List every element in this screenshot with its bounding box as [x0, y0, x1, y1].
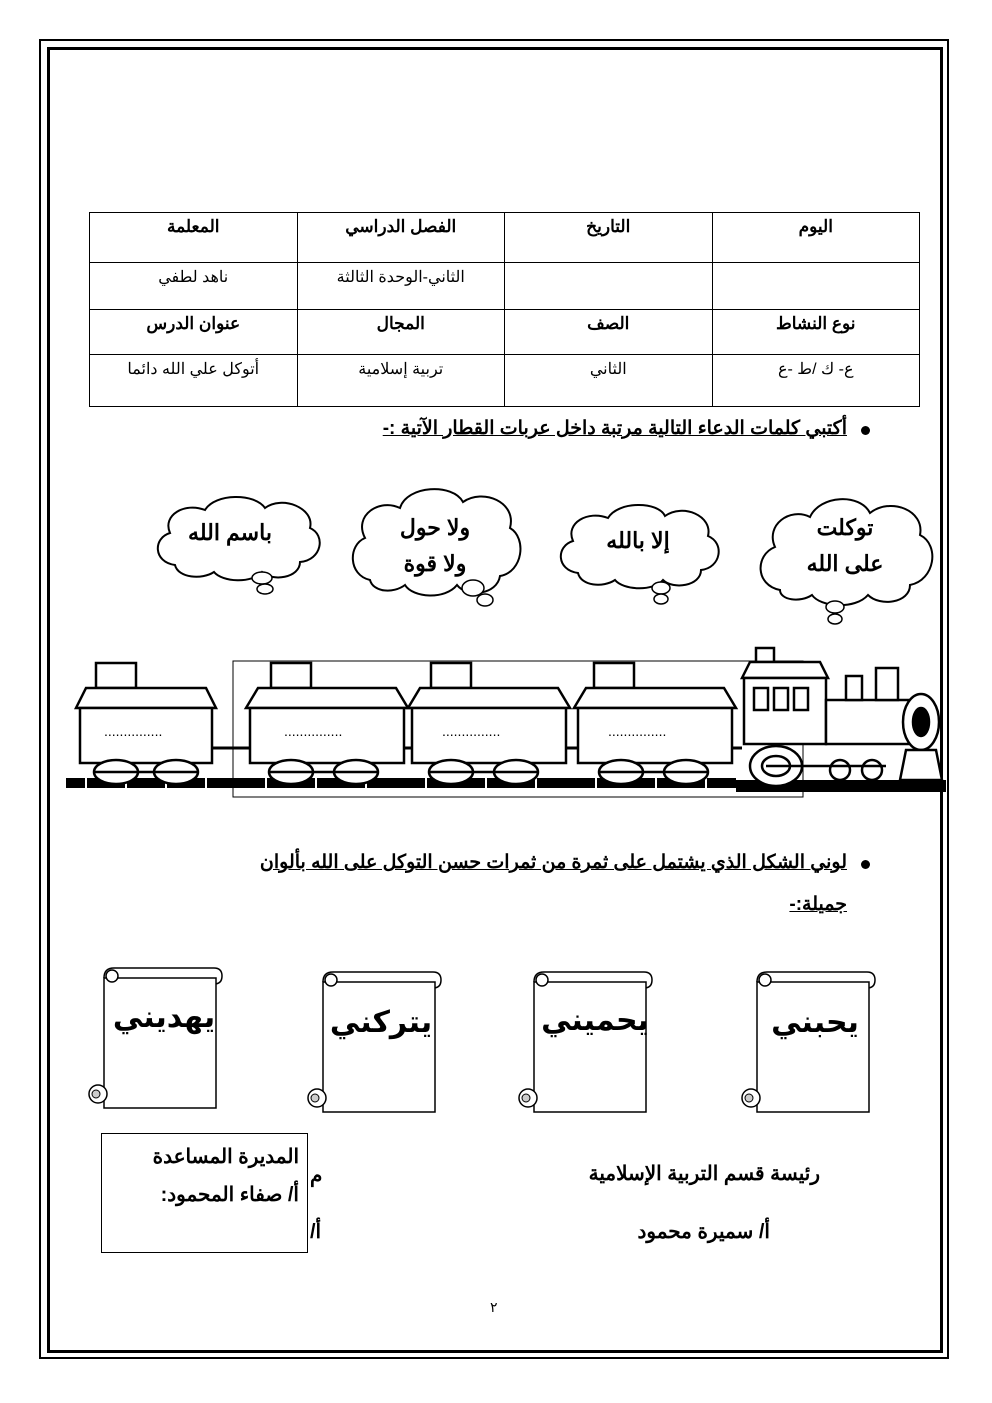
wagon-1-blank[interactable]: ...............	[104, 723, 163, 739]
header-grade: الصف	[505, 310, 713, 355]
instruction-1: أكتبي كلمات الدعاء التالية مرتبة داخل عربات القطار الآتية :-	[382, 418, 847, 439]
value-subject: تربية إسلامية	[297, 355, 505, 407]
lesson-info-table	[89, 212, 920, 407]
header-date: التاريخ	[505, 213, 713, 263]
bullet-2	[861, 860, 870, 869]
scroll-shape-2	[514, 968, 654, 1118]
value-lesson-title: أتوكل علي الله دائما	[90, 355, 298, 407]
cloud-text-1: توكلت على الله	[806, 515, 884, 576]
head-of-department-name: أ/ سميرة محمود	[637, 1221, 770, 1243]
wagon-2-blank[interactable]: ...............	[284, 723, 343, 739]
scroll-word-1[interactable]: يحبني	[771, 1005, 859, 1040]
instruction-2-line-1: لوني الشكل الذي يشتمل على ثمرة من ثمرات حسن التوكل على الله بألوان	[259, 852, 847, 873]
value-teacher: ناهد لطفي	[90, 263, 298, 310]
value-date	[505, 263, 713, 310]
scroll-word-4[interactable]: يهديني	[112, 1000, 216, 1035]
scroll-shape-4	[84, 964, 224, 1114]
cloud-text-4: باسم الله	[188, 520, 272, 545]
scroll-word-2[interactable]: يحميني	[541, 1003, 649, 1038]
stray-mark-bottom: أ/	[310, 1221, 322, 1243]
assistant-principal-name: أ/ صفاء المحمود:	[160, 1184, 299, 1206]
header-teacher: المعلمة	[90, 213, 298, 263]
header-subject: المجال	[297, 310, 505, 355]
scroll-shape-3	[303, 968, 443, 1118]
value-semester: الثاني-الوحدة الثالثة	[297, 263, 505, 310]
header-activity-type: نوع النشاط	[712, 310, 920, 355]
bullet-1	[861, 426, 870, 435]
value-grade: الثاني	[505, 355, 713, 407]
header-semester: الفصل الدراسي	[297, 213, 505, 263]
stray-mark-top: م	[310, 1165, 323, 1187]
locomotive	[742, 648, 942, 786]
wagon-4-blank[interactable]: ...............	[608, 723, 667, 739]
head-of-department-title: رئيسة قسم التربية الإسلامية	[588, 1163, 820, 1185]
cloud-text-3: ولا حول ولا قوة	[399, 515, 471, 576]
header-day: اليوم	[712, 213, 920, 263]
value-activity-type: ع- ك /ط -ع	[712, 355, 920, 407]
page-number: ٢	[490, 1300, 498, 1316]
value-day	[712, 263, 920, 310]
assistant-principal-title: المديرة المساعدة	[152, 1146, 299, 1168]
header-lesson-title: عنوان الدرس	[90, 310, 298, 355]
scroll-shape-1	[737, 968, 877, 1118]
train-illustration	[66, 640, 946, 810]
instruction-2-line-2: جميلة:-	[789, 894, 847, 915]
wagon-3-blank[interactable]: ...............	[442, 723, 501, 739]
scroll-word-3[interactable]: يتركني	[329, 1005, 433, 1040]
cloud-text-2: إلا بالله	[606, 528, 670, 553]
